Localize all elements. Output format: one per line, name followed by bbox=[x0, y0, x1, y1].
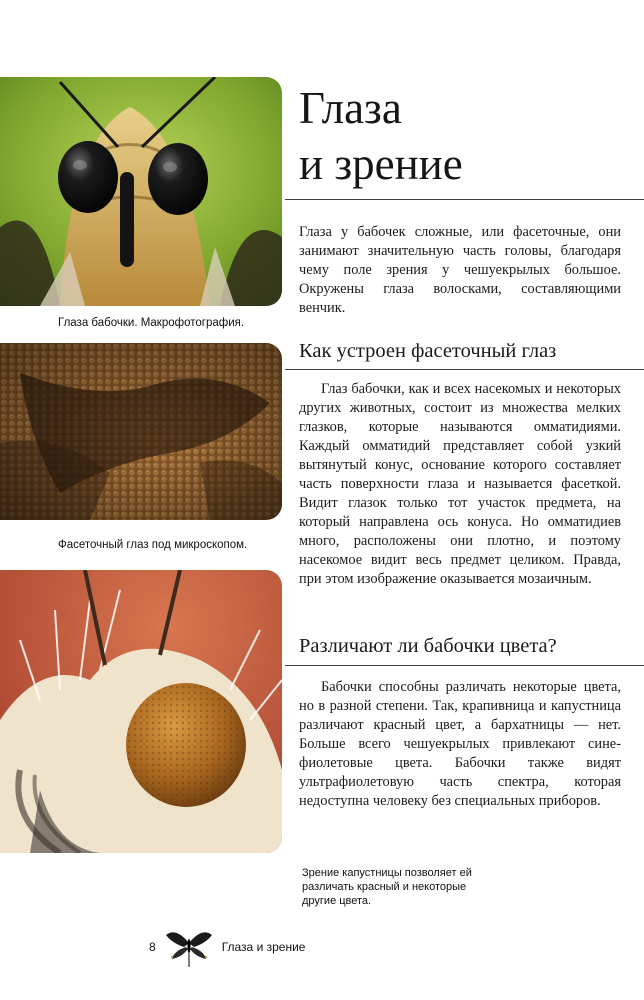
page-title bbox=[299, 80, 463, 192]
section-heading-colors: Различают ли бабочки цвета? bbox=[299, 635, 557, 657]
intro-paragraph: Глаза у бабочек сложные, или фасеточные, они занимают значительную часть головы, благодаря чему поле зрения у чешуекрылых большое. Окружены глаза волосками, составляющими венчик. bbox=[299, 224, 621, 316]
section-paragraph-compound-eye: Глаз бабочки, как и всех насекомых и некоторых других животных, состоит из множества мелких глазков, которые называются омматидиями. Каждый омматидий представляет собой узкий вытянутый конус, основание которого составляет часть поверхности глаза и называется фасеткой. Видит глазок только тот участок предмета, на который направлена ось конуса. Но омматидиев много, расположены они плотно, и поэтому насекомое видит весь предмет целиком. Правда, при этом изображение оказывается мозаичным. bbox=[299, 381, 621, 587]
butterfly-head-photo-icon bbox=[0, 77, 282, 306]
page-number: 8 bbox=[149, 940, 156, 954]
page-title-line-1: Глаза bbox=[299, 83, 402, 133]
section-paragraph-colors: Бабочки способны различать некоторые цвета, но в разной степени. Так, крапивница и капустница различают красный цвет, а бархатницы — нет. Больше всего чешуекрылых привлекают сине-фиолетовые цвета. Бабочки также видят ультрафиолетовую часть спектра, которая недоступна человеку без специальных приборов. bbox=[299, 679, 621, 809]
section-2-divider bbox=[285, 665, 644, 666]
photo-caption-eyes: Глаза бабочки. Макрофотография. bbox=[58, 317, 245, 329]
cabbage-butterfly-eye-photo-icon bbox=[0, 570, 282, 853]
compound-eye-photo-icon bbox=[0, 343, 282, 520]
photo-caption-compound-eye: Фасеточный глаз под микроскопом. bbox=[58, 539, 248, 551]
butterfly-eyes-photo bbox=[0, 77, 282, 306]
butterfly-icon bbox=[164, 927, 214, 967]
page-title-line-2: и зрение bbox=[299, 139, 463, 189]
title-divider bbox=[285, 199, 644, 200]
cabbage-butterfly-photo bbox=[0, 570, 282, 853]
section-heading-compound-eye: Как устроен фасеточный глаз bbox=[299, 340, 557, 362]
footer-section-label: Глаза и зрение bbox=[221, 940, 306, 954]
photo-caption-cabbage-butterfly: Зрение капустницы позволяет ей различать красный и некоторые другие цвета. bbox=[302, 867, 472, 907]
section-1-divider bbox=[285, 369, 644, 370]
compound-eye-photo bbox=[0, 343, 282, 520]
page-footer bbox=[149, 933, 305, 961]
